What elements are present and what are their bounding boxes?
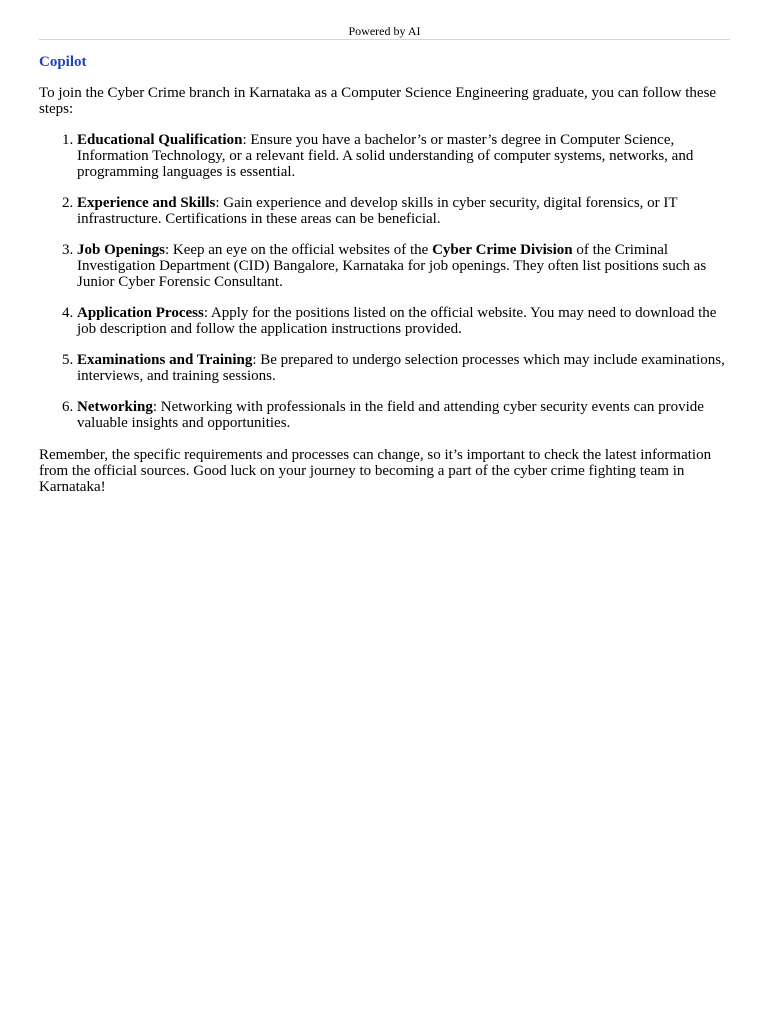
- intro-paragraph: To join the Cyber Crime branch in Karnataka as a Computer Science Engineering graduate, you can follow these steps:: [39, 85, 717, 117]
- closing-paragraph: Remember, the specific requirements and processes can change, so it’s important to check the latest information from the official sources. Good luck on your journey to becoming a part of the cyber crime fighting team in Karnataka!: [39, 447, 712, 495]
- step-title: Networking: [77, 399, 153, 415]
- step-title: Educational Qualification: [77, 132, 243, 148]
- step-title: Application Process: [77, 305, 204, 321]
- header-divider: [39, 39, 730, 40]
- list-item-application-process: [77, 305, 730, 337]
- list-item-educational-qualification: [77, 132, 730, 180]
- list-item-examinations-and-training: [77, 352, 730, 384]
- copilot-title: Copilot: [39, 54, 87, 70]
- list-item-experience-and-skills: [77, 195, 730, 227]
- step-title: Job Openings: [77, 242, 165, 258]
- list-item-job-openings: [77, 242, 730, 290]
- step-text: : Be prepared to undergo selection processes which may include examinations, interviews, and training sessions.: [77, 352, 725, 384]
- step-title: Examinations and Training: [77, 352, 253, 368]
- step-text: : Ensure you have a bachelor’s or master’s degree in Computer Science, Information Technology, or a relevant field. A solid understanding of computer systems, networks, and programming languages is essential.: [77, 132, 694, 180]
- response-content: [39, 54, 730, 495]
- powered-by-header: Powered by AI: [348, 24, 421, 38]
- step-text-continued: of the Criminal Investigation Department (CID) Bangalore, Karnataka for job openings. They often list positions such as Junior Cyber Forensic Consultant.: [77, 242, 707, 290]
- step-text: : Keep an eye on the official websites of the: [164, 242, 433, 258]
- step-title: Experience and Skills: [77, 195, 216, 211]
- step-text: : Apply for the positions listed on the official website. You may need to download the job description and follow the application instructions provided.: [77, 305, 717, 337]
- steps-list: [39, 132, 730, 431]
- list-item-networking: [77, 399, 730, 431]
- step-emphasis: Cyber Crime Division: [432, 242, 573, 258]
- step-text: : Networking with professionals in the field and attending cyber security events can provide valuable insights and opportunities.: [77, 399, 704, 431]
- step-text: : Gain experience and develop skills in cyber security, digital forensics, or IT infrastructure. Certifications in these areas can be beneficial.: [77, 195, 678, 227]
